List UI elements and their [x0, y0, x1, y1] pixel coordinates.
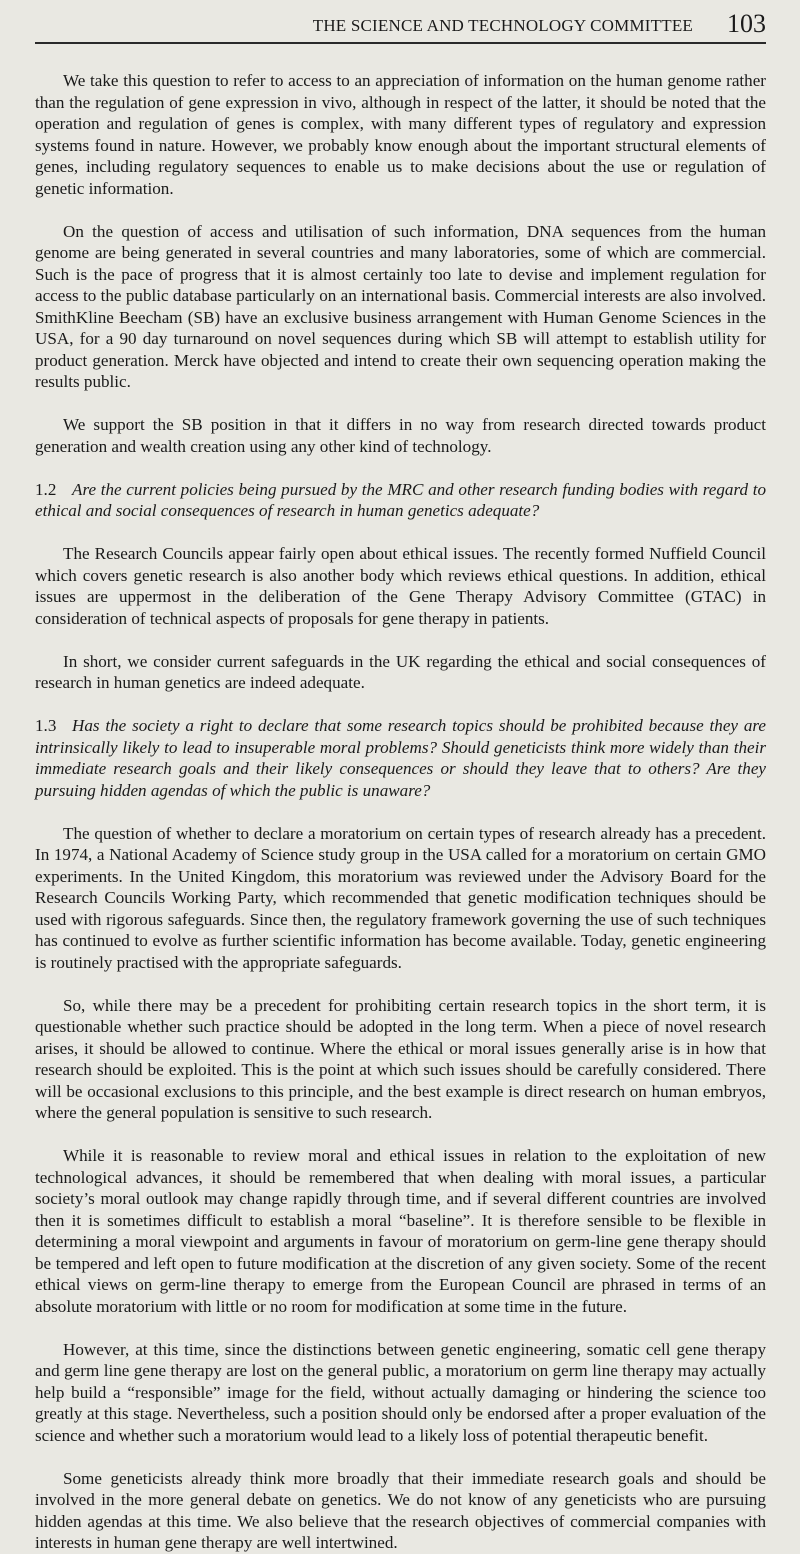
paragraph: The Research Councils appear fairly open about ethical issues. The recently formed Nuffield Council which covers genetic research is also another body which reviews ethical questions. In addition, ethical issues are uppermost in the deliberation of the Gene Therapy Advisory Committee (GTAC) in consideration of technical aspects of proposals for gene therapy in patients.: [35, 544, 766, 628]
paragraph: On the question of access and utilisation of such information, DNA sequences from the human genome are being generated in several countries and many laboratories, some of which are commercial. Such is the pace of progress that it is almost certainly too late to devise and implement regulation for access to the public database particularly on an international basis. Commercial interests are also involved. SmithKline Beecham (SB) have an exclusive business arrangement with Human Genome Sciences in the USA, for a 90 day turnaround on novel sequences during which SB will attempt to establish utility for product generation. Merck have objected and intend to create their own sequencing operation making the results public.: [35, 221, 766, 391]
paragraph: Some geneticists already think more broadly that their immediate research goals and should be involved in the more general debate on genetics. We do not know of any geneticists who are pursuing hidden agendas at this time. We also believe that the research objectives of commercial companies with interests in human gene therapy are well intertwined.: [35, 1468, 766, 1552]
question-number: 1.3: [35, 716, 57, 735]
question-heading: [35, 479, 766, 522]
paragraph: However, at this time, since the distinctions between genetic engineering, somatic cell gene therapy and germ line gene therapy are lost on the general public, a moratorium on germ line therapy may actually help build a “responsible” image for the field, without actually damaging or hindering the science too greatly at this stage. Nevertheless, such a position should only be endorsed after a proper evaluation of the science and whether such a moratorium would lead to a likely loss of potential therapeutic benefit.: [35, 1339, 766, 1445]
running-header: [35, 0, 766, 40]
header-rule: [35, 42, 766, 44]
paragraph: So, while there may be a precedent for prohibiting certain research topics in the short term, it is questionable whether such practice should be adopted in the long term. When a piece of novel research arises, it should be allowed to continue. Where the ethical or moral issues generally arise is in how that research should be exploited. This is the point at which such issues should be carefully considered. There will be occasional exclusions to this principle, and the best example is direct research on human embryos, where the general population is sensitive to such research.: [35, 995, 766, 1122]
body-text: [35, 70, 766, 1554]
paragraph: The question of whether to declare a moratorium on certain types of research already has a precedent. In 1974, a National Academy of Science study group in the USA called for a moratorium on certain GMO experiments. In the United Kingdom, this moratorium was reviewed under the Advisory Board for the Research Councils Working Party, which recommended that genetic modification techniques should be used with rigorous safeguards. Since then, the regulatory framework governing the use of such techniques has continued to evolve as further scientific information has become available. Today, genetic engineering is routinely practised with the appropriate safeguards.: [35, 823, 766, 972]
paragraph: In short, we consider current safeguards in the UK regarding the ethical and social consequences of research in human genetics are indeed adequate.: [35, 651, 766, 692]
running-title: THE SCIENCE AND TECHNOLOGY COMMITTEE: [312, 16, 693, 35]
question-text: Are the current policies being pursued by the MRC and other research funding bodies with regard to ethical and social consequences of research in human genetics adequate?: [35, 479, 766, 520]
paragraph: We take this question to refer to access to an appreciation of information on the human genome rather than the regulation of gene expression in vivo, although in respect of the latter, it should be noted that the operation and regulation of genes is complex, with many different types of regulatory and expression systems found in nature. However, we probably know enough about the important structural elements of genes, including regulatory sequences to enable us to make decisions about the use or regulation of genetic information.: [35, 71, 766, 198]
paragraph: While it is reasonable to review moral and ethical issues in relation to the exploitation of new technological advances, it should be remembered that when dealing with moral issues, a particular society’s moral outlook may change rapidly through time, and if several different countries are involved then it is sometimes difficult to establish a moral “baseline”. It is therefore sensible to be flexible in determining a moral viewpoint and arguments in favour of moratorium on germ-line gene therapy should be tempered and left open to future modification at the discretion of any given society. Some of the recent ethical views on germ-line therapy to emerge from the European Council are phrased in terms of an absolute moratorium with little or no room for modification at some time in the future.: [35, 1146, 766, 1316]
page-number: 103: [727, 9, 766, 38]
question-number: 1.2: [35, 479, 57, 499]
question-heading: [35, 715, 766, 801]
question-text: Has the society a right to declare that some research topics should be prohibited because they are intrinsically likely to lead to insuperable moral problems? Should geneticists think more widely than their immediate research goals and their likely consequences or should they leave that to others? Are they pursuing hidden agendas of which the public is unaware?: [35, 716, 766, 800]
paragraph: We support the SB position in that it differs in no way from research directed towards product generation and wealth creation using any other kind of technology.: [35, 415, 766, 456]
